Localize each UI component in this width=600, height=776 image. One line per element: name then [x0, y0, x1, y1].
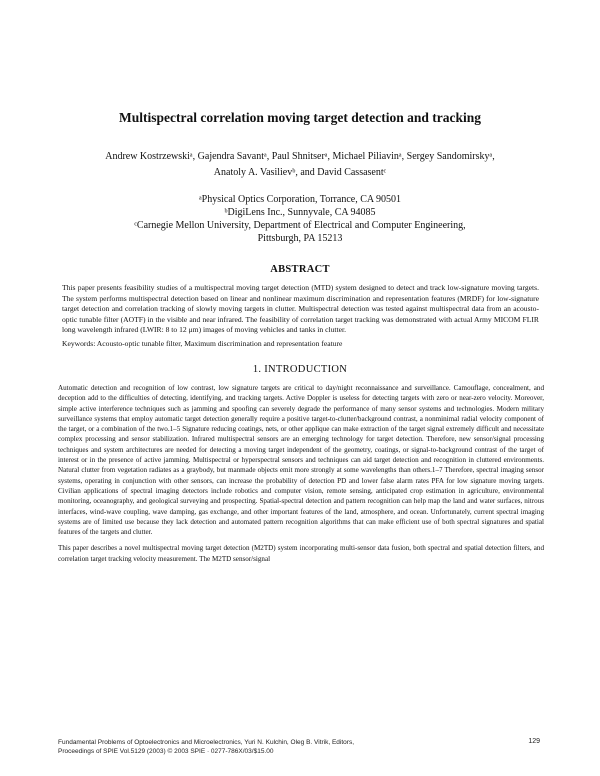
affiliations: [80, 193, 520, 245]
abstract-text: This paper presents feasibility studies of a multispectral moving target detection (MTD) system designed to detect and track low-signature moving targets. The system performs multispectral detection based on linear and nonlinear maximum discrimination and representation features (MRDF) for low-signature target detection and correlation tracking of slowly moving targets in clutter. Multispectral detection was tested against multispectral data from an acousto-optic tunable filter (AOTF) in the visible and near infrared. The feasibility of correlation target tracking was demonstrated with actual Army MICOM FLIR long wavelength infrared (LWIR: 8 to 12 μm) images of moving vehicles and tanks in clutter.: [62, 283, 539, 334]
footer-citation-line-2: Proceedings of SPIE Vol.5129 (2003) © 2003 SPIE · 0277-786X/03/$15.00: [58, 748, 274, 755]
keywords: Keywords: Acousto-optic tunable filter, Maximum discrimination and representation feature: [62, 339, 343, 348]
authors-line-2: Anatoly A. Vasilievᵇ, and David Cassasentᶜ: [213, 167, 387, 178]
introduction-body: [58, 383, 544, 570]
intro-paragraph-1: Automatic detection and recognition of low contrast, low signature targets are critical to day/night reconnaissance and surveillance. Camouflage, concealment, and deception add to the difficulties of detecting, identifying, and tracking targets. Active Doppler is useless for detecting targets with zero or near-zero velocity. Moreover, simple active interference techniques such as jamming and spoofing can severely degrade the performance of many sensor systems and technologies. Modern military surveillance systems that employ automatic target detection generally require a positive target-to-clutter/background contrast, a nonminimal radial velocity component of the target, or a combination of the two.1–5 Signature reducing coatings, nets, or other applique can make extraction of the target signal extremely difficult and necessitate complex processing and sensor stabilization. Infrared multispectral sensors are an emerging technology for target detection. Therefore, new sensor/signal processing techniques and system architectures are needed for detecting a moving target independent of the geometry, coatings, or signal-to-background contrast of the target of interest or in the presence of active jamming. Multispectral or hyperspectral sensors and techniques can aid target detection and recognition in cluttered environments. Natural clutter from vegetation radiates as a graybody, but manmade objects emit more strongly at some wavelengths than others.1–7 Therefore, spectral imaging sensor systems, operating in conjunction with other sensors, can increase the probability of detection PD and lower false alarm rates PFA for low signature moving targets. Civilian applications of spectral imaging detectors include robotics and computer vision, remote sensing, anticipated crop estimation in agriculture, environmental monitoring, oceanography, and geological surveying and prospecting. Spatial-spectral detection and pattern recognition can help map the land and water surfaces, nitrous interfaces, wind-wave coupling, wave damping, gas exchange, and other important features of the land, atmosphere, and ocean. Unfortunately, current spectral imaging systems are of limited use because they lack detection and automated pattern recognition algorithms that can make efficient use of both spectral signatures and spatial features of the targets and clutter.: [58, 384, 544, 537]
affiliation-line: ᶜCarnegie Mellon University, Department of Electrical and Computer Engineering,: [134, 220, 466, 231]
affiliation-line: Pittsburgh, PA 15213: [257, 233, 343, 244]
section-heading-introduction: 1. INTRODUCTION: [252, 364, 348, 375]
affiliation-line: ᵃPhysical Optics Corporation, Torrance, CA 90501: [198, 194, 402, 205]
page-footer: [58, 738, 544, 756]
authors-line-1: Andrew Kostrzewskiᵃ, Gajendra Savantᵃ, Paul Shnitserᵃ, Michael Piliavinᵃ, Sergey Sandomirskyᵃ,: [105, 151, 495, 162]
page-number: 129: [528, 738, 540, 745]
intro-paragraph-2: This paper describes a novel multispectral moving target detection (M2TD) system incorporating multi-sensor data fusion, both spectral and spatial detection filters, and correlation target tracking velocity measurement. The M2TD sensor/signal: [58, 544, 544, 563]
author-list: [60, 149, 540, 181]
paper-title: Multispectral correlation moving target detection and tracking: [119, 110, 481, 125]
abstract-heading: ABSTRACT: [270, 264, 330, 275]
footer-citation-line-1: Fundamental Problems of Optoelectronics and Microelectronics, Yuri N. Kulchin, Oleg B. Vitrik, Editors,: [58, 739, 355, 746]
affiliation-line: ᵇDigiLens Inc., Sunnyvale, CA 94085: [224, 207, 376, 218]
